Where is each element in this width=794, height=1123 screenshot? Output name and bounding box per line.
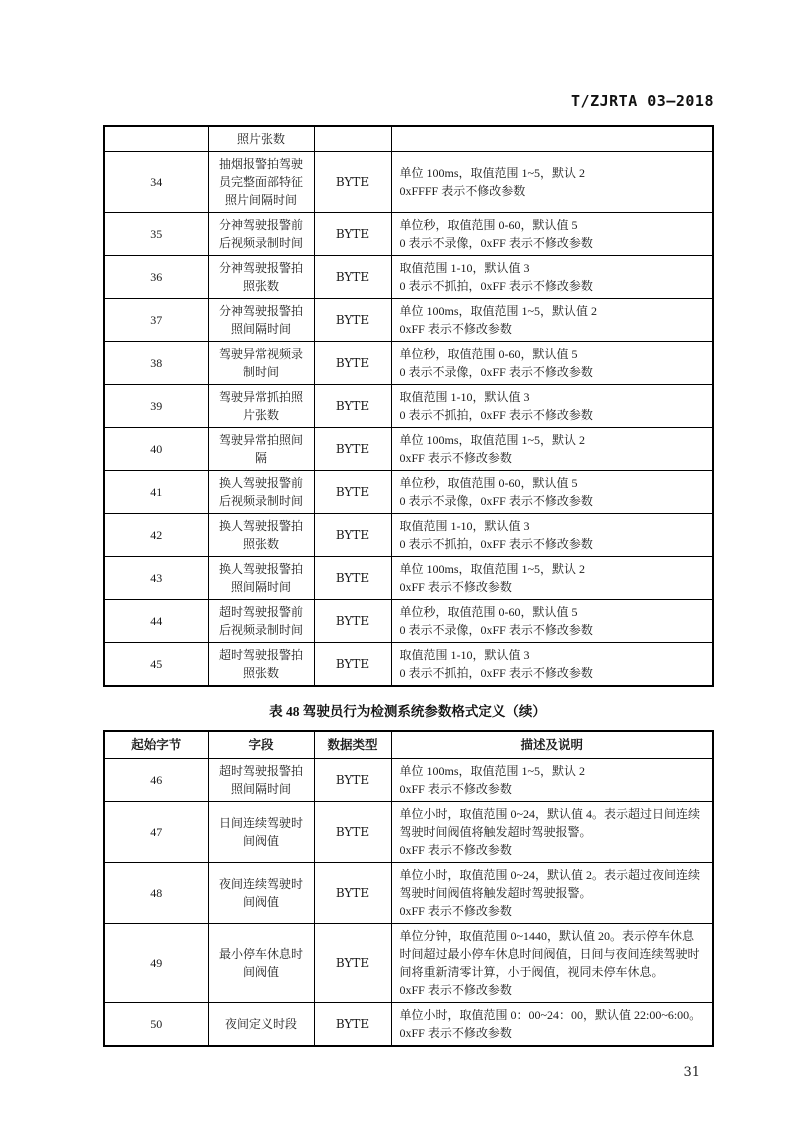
description-line: 单位分钟，取值范围 0~1440，默认值 20。表示停车休息时间超过最小停车休息时间阀值，日间与夜间连续驾驶时间将重新清零计算，小于阀值，视同未停车休息。 xyxy=(399,929,700,979)
start-byte-cell: 45 xyxy=(104,643,208,687)
table-row xyxy=(104,256,713,299)
table1-body xyxy=(104,126,713,686)
data-type-cell: BYTE xyxy=(314,428,391,471)
description-line: 0xFF 表示不修改参数 xyxy=(399,451,512,465)
description-cell xyxy=(391,471,713,514)
description-cell xyxy=(391,152,713,213)
table-row xyxy=(104,643,713,687)
description-line: 0 表示不抓拍，0xFF 表示不修改参数 xyxy=(399,408,593,422)
description-line: 单位秒，取值范围 0-60，默认值 5 xyxy=(399,347,578,361)
field-cell: 分神驾驶报警前后视频录制时间 xyxy=(208,213,314,256)
start-byte-cell: 39 xyxy=(104,385,208,428)
data-type-cell: BYTE xyxy=(314,600,391,643)
data-type-cell: BYTE xyxy=(314,1003,391,1047)
description-cell xyxy=(391,213,713,256)
field-cell: 分神驾驶报警拍照间隔时间 xyxy=(208,299,314,342)
description-line: 取值范围 1-10，默认值 3 xyxy=(399,519,530,533)
table-row xyxy=(104,924,713,1003)
description-cell xyxy=(391,342,713,385)
description-cell xyxy=(391,557,713,600)
description-line: 单位 100ms，取值范围 1~5，默认 2 xyxy=(399,166,585,180)
start-byte-cell: 34 xyxy=(104,152,208,213)
description-line: 0 表示不抓拍，0xFF 表示不修改参数 xyxy=(399,537,593,551)
description-line: 单位秒，取值范围 0-60，默认值 5 xyxy=(399,218,578,232)
start-byte-cell: 50 xyxy=(104,1003,208,1047)
field-cell: 换人驾驶报警前后视频录制时间 xyxy=(208,471,314,514)
table-caption: 表 48 驾驶员行为检测系统参数格式定义（续） xyxy=(269,704,546,719)
table-row xyxy=(104,152,713,213)
description-line: 0xFF 表示不修改参数 xyxy=(399,843,512,857)
field-cell: 日间连续驾驶时间阀值 xyxy=(208,802,314,863)
description-cell xyxy=(391,759,713,802)
parameter-table-48 xyxy=(103,730,714,1047)
field-cell: 最小停车休息时间阀值 xyxy=(208,924,314,1003)
description-line: 0xFF 表示不修改参数 xyxy=(399,580,512,594)
description-cell xyxy=(391,600,713,643)
description-cell xyxy=(391,256,713,299)
field-cell: 照片张数 xyxy=(208,126,314,152)
description-cell xyxy=(391,924,713,1003)
start-byte-cell: 41 xyxy=(104,471,208,514)
description-line: 0 表示不录像，0xFF 表示不修改参数 xyxy=(399,623,593,637)
table-row xyxy=(104,600,713,643)
description-line: 单位小时，取值范围 0~24，默认值 2。表示超过夜间连续驾驶时间阀值将触发超时驾驶报警。 xyxy=(399,868,700,900)
description-cell xyxy=(391,299,713,342)
description-line: 单位秒，取值范围 0-60，默认值 5 xyxy=(399,476,578,490)
data-type-cell: BYTE xyxy=(314,863,391,924)
start-byte-cell: 40 xyxy=(104,428,208,471)
data-type-cell: BYTE xyxy=(314,514,391,557)
table-row xyxy=(104,514,713,557)
field-cell: 超时驾驶报警拍照间隔时间 xyxy=(208,759,314,802)
description-line: 单位秒，取值范围 0-60，默认值 5 xyxy=(399,605,578,619)
description-cell xyxy=(391,126,713,152)
column-header-field: 字段 xyxy=(208,731,314,759)
start-byte-cell: 44 xyxy=(104,600,208,643)
table2-body xyxy=(104,759,713,1047)
table2-header-row xyxy=(104,731,713,759)
field-cell: 换人驾驶报警拍照张数 xyxy=(208,514,314,557)
column-header-data-type: 数据类型 xyxy=(314,731,391,759)
description-line: 0xFF 表示不修改参数 xyxy=(399,904,512,918)
data-type-cell: BYTE xyxy=(314,256,391,299)
description-cell xyxy=(391,428,713,471)
description-line: 取值范围 1-10，默认值 3 xyxy=(399,390,530,404)
description-line: 单位小时，取值范围 0~24，默认值 4。表示超过日间连续驾驶时间阀值将触发超时驾驶报警。 xyxy=(399,807,700,839)
description-line: 取值范围 1-10，默认值 3 xyxy=(399,261,530,275)
start-byte-cell: 46 xyxy=(104,759,208,802)
table-row xyxy=(104,213,713,256)
table-row xyxy=(104,557,713,600)
table-row xyxy=(104,385,713,428)
start-byte-cell xyxy=(104,126,208,152)
start-byte-cell: 35 xyxy=(104,213,208,256)
description-line: 0xFF 表示不修改参数 xyxy=(399,782,512,796)
table-row xyxy=(104,342,713,385)
start-byte-cell: 42 xyxy=(104,514,208,557)
description-line: 0 表示不录像，0xFF 表示不修改参数 xyxy=(399,365,593,379)
data-type-cell: BYTE xyxy=(314,152,391,213)
parameter-table-continued xyxy=(103,125,714,687)
data-type-cell: BYTE xyxy=(314,342,391,385)
field-cell: 抽烟报警拍驾驶员完整面部特征照片间隔时间 xyxy=(208,152,314,213)
description-cell xyxy=(391,643,713,687)
column-header-start-byte: 起始字节 xyxy=(104,731,208,759)
field-cell: 驾驶异常拍照间隔 xyxy=(208,428,314,471)
field-cell: 驾驶异常视频录制时间 xyxy=(208,342,314,385)
start-byte-cell: 37 xyxy=(104,299,208,342)
description-line: 0 表示不录像，0xFF 表示不修改参数 xyxy=(399,494,593,508)
data-type-cell: BYTE xyxy=(314,643,391,687)
description-cell xyxy=(391,863,713,924)
start-byte-cell: 48 xyxy=(104,863,208,924)
description-line: 0 表示不抓拍，0xFF 表示不修改参数 xyxy=(399,279,593,293)
table-row xyxy=(104,428,713,471)
field-cell: 夜间连续驾驶时间阀值 xyxy=(208,863,314,924)
data-type-cell: BYTE xyxy=(314,385,391,428)
data-type-cell: BYTE xyxy=(314,213,391,256)
data-type-cell: BYTE xyxy=(314,299,391,342)
description-line: 0xFF 表示不修改参数 xyxy=(399,983,512,997)
page-number: 31 xyxy=(683,1065,700,1080)
data-type-cell: BYTE xyxy=(314,557,391,600)
data-type-cell: BYTE xyxy=(314,471,391,514)
description-line: 0xFF 表示不修改参数 xyxy=(399,322,512,336)
description-cell xyxy=(391,514,713,557)
description-line: 取值范围 1-10，默认值 3 xyxy=(399,648,530,662)
description-line: 单位小时，取值范围 0：00~24：00，默认值 22:00~6:00。 xyxy=(399,1008,702,1022)
doc-number: T/ZJRTA 03—2018 xyxy=(571,92,714,110)
description-line: 0 表示不抓拍，0xFF 表示不修改参数 xyxy=(399,666,593,680)
table-row xyxy=(104,759,713,802)
description-line: 单位 100ms，取值范围 1~5，默认值 2 xyxy=(399,304,597,318)
description-line: 0xFF 表示不修改参数 xyxy=(399,1026,512,1040)
start-byte-cell: 49 xyxy=(104,924,208,1003)
start-byte-cell: 43 xyxy=(104,557,208,600)
field-cell: 超时驾驶报警前后视频录制时间 xyxy=(208,600,314,643)
field-cell: 分神驾驶报警拍照张数 xyxy=(208,256,314,299)
description-line: 单位 100ms，取值范围 1~5，默认 2 xyxy=(399,764,585,778)
description-line: 0xFFFF 表示不修改参数 xyxy=(399,184,526,198)
start-byte-cell: 36 xyxy=(104,256,208,299)
table-row xyxy=(104,802,713,863)
data-type-cell: BYTE xyxy=(314,924,391,1003)
description-line: 单位 100ms，取值范围 1~5，默认 2 xyxy=(399,433,585,447)
field-cell: 超时驾驶报警拍照张数 xyxy=(208,643,314,687)
table-row xyxy=(104,299,713,342)
description-line: 单位 100ms，取值范围 1~5，默认 2 xyxy=(399,562,585,576)
field-cell: 夜间定义时段 xyxy=(208,1003,314,1047)
data-type-cell: BYTE xyxy=(314,759,391,802)
start-byte-cell: 38 xyxy=(104,342,208,385)
table-row xyxy=(104,1003,713,1047)
start-byte-cell: 47 xyxy=(104,802,208,863)
table-row xyxy=(104,863,713,924)
table-row xyxy=(104,471,713,514)
field-cell: 换人驾驶报警拍照间隔时间 xyxy=(208,557,314,600)
data-type-cell xyxy=(314,126,391,152)
description-line: 0 表示不录像，0xFF 表示不修改参数 xyxy=(399,236,593,250)
table-row xyxy=(104,126,713,152)
field-cell: 驾驶异常抓拍照片张数 xyxy=(208,385,314,428)
description-cell xyxy=(391,385,713,428)
description-cell xyxy=(391,802,713,863)
data-type-cell: BYTE xyxy=(314,802,391,863)
column-header-description: 描述及说明 xyxy=(391,731,713,759)
description-cell xyxy=(391,1003,713,1047)
